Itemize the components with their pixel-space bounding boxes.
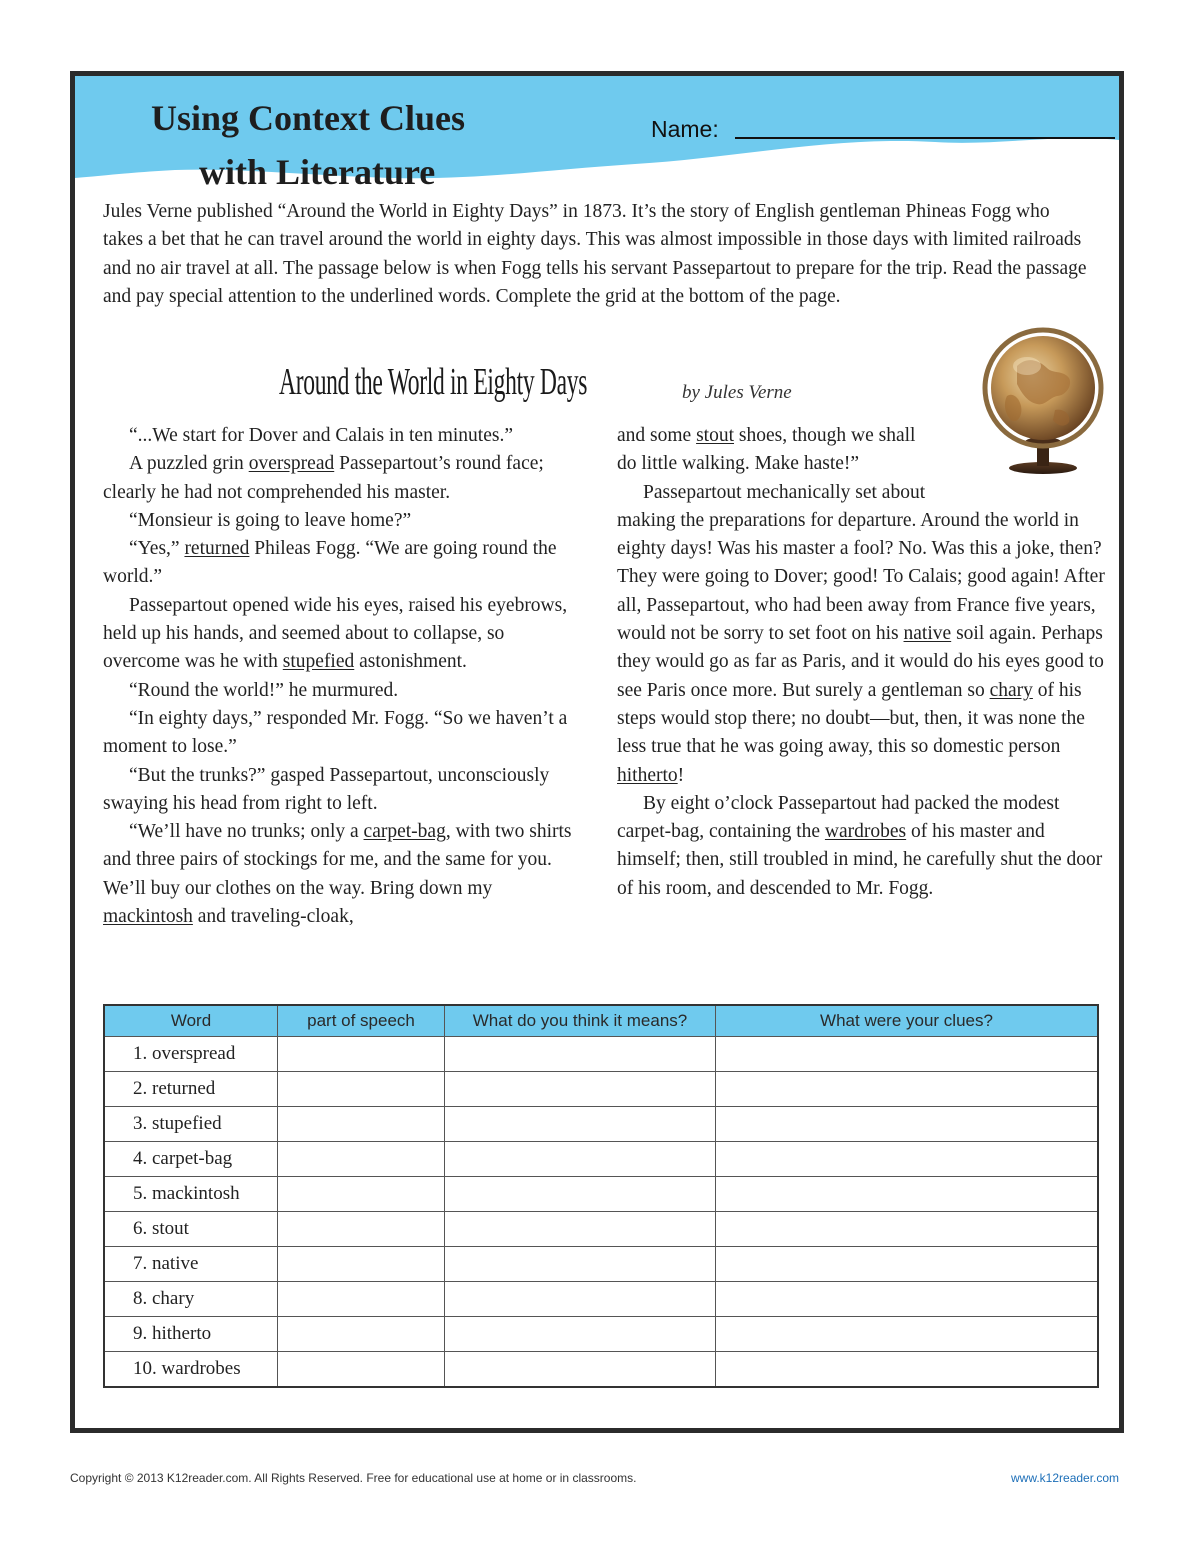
- grid-part-of-speech-cell[interactable]: [278, 1352, 445, 1388]
- story-title: Around the World in Eighty Days: [279, 361, 588, 403]
- story-text: of his steps would stop there; no doubt—but, then, it was none the less true that he was going away, this so domestic person: [617, 679, 1085, 758]
- grid-part-of-speech-cell[interactable]: [278, 1107, 445, 1142]
- underlined-vocab-word: stout: [696, 425, 735, 446]
- footer-copyright: Copyright © 2013 K12reader.com. All Rights Reserved. Free for educational use at home or in classrooms.: [70, 1471, 637, 1485]
- story-text: Passepartout’s round face; clearly he had not comprehended his master.: [103, 453, 544, 503]
- underlined-vocab-word: hitherto: [617, 764, 678, 786]
- grid-meaning-cell[interactable]: [445, 1352, 716, 1388]
- grid-clues-cell[interactable]: [716, 1142, 1099, 1177]
- story-paragraph: [617, 450, 1107, 478]
- grid-word-cell: 8. chary: [104, 1282, 278, 1317]
- story-text: By eight o’clock Passepartout had packed the modest carpet-bag, containing the: [617, 792, 1060, 843]
- grid-row: [104, 1072, 1098, 1107]
- grid-row: [104, 1317, 1098, 1352]
- grid-meaning-cell[interactable]: [445, 1142, 716, 1177]
- grid-row: [104, 1247, 1098, 1282]
- grid-clues-cell[interactable]: [716, 1352, 1099, 1388]
- story-text: “Yes,”: [129, 538, 185, 560]
- grid-word-cell: 5. mackintosh: [104, 1177, 278, 1212]
- grid-word-cell: 3. stupefied: [104, 1107, 278, 1142]
- grid-clues-cell[interactable]: [716, 1317, 1099, 1352]
- story-text: soil again. Perhaps they would go as far as Paris, and it would do his eyes good to see Paris once more. But surely a gentleman so: [617, 623, 1104, 701]
- grid-meaning-cell[interactable]: [445, 1072, 716, 1107]
- grid-header-word: Word: [104, 1005, 278, 1037]
- grid-word-cell: 7. native: [104, 1247, 278, 1282]
- grid-part-of-speech-cell[interactable]: [278, 1037, 445, 1072]
- grid-meaning-cell[interactable]: [445, 1247, 716, 1282]
- story-paragraph: [617, 422, 1107, 450]
- story-paragraph: [103, 677, 583, 705]
- story-text: Passepartout mechanically set about: [643, 481, 926, 503]
- grid-clues-cell[interactable]: [716, 1282, 1099, 1317]
- grid-clues-cell[interactable]: [716, 1072, 1099, 1107]
- story-paragraph: [103, 507, 583, 535]
- story-paragraph: [617, 790, 1107, 903]
- grid-row: [104, 1142, 1098, 1177]
- underlined-vocab-word: mackintosh: [103, 906, 193, 928]
- story-paragraph: [103, 762, 583, 819]
- story-text: shoes, though we shall: [734, 425, 916, 446]
- grid-clues-cell[interactable]: [716, 1212, 1099, 1247]
- grid-word-cell: 10. wardrobes: [104, 1352, 278, 1388]
- underlined-vocab-word: native: [903, 623, 952, 645]
- grid-word-cell: 9. hitherto: [104, 1317, 278, 1352]
- story-text: A puzzled grin: [129, 453, 249, 475]
- grid-row: [104, 1177, 1098, 1212]
- grid-word-cell: 2. returned: [104, 1072, 278, 1107]
- grid-clues-cell[interactable]: [716, 1107, 1099, 1142]
- underlined-vocab-word: carpet-bag: [363, 821, 446, 843]
- grid-meaning-cell[interactable]: [445, 1282, 716, 1317]
- story-column-right: [617, 422, 1107, 903]
- grid-row: [104, 1282, 1098, 1317]
- grid-meaning-cell[interactable]: [445, 1212, 716, 1247]
- worksheet-title-line1: Using Context Clues: [151, 98, 466, 138]
- grid-row: [104, 1037, 1098, 1072]
- story-text: making the preparations for departure. Around the world in eighty days! Was his master a fool? No. Was this a joke, then? They were going to Dover; good! To Calais; good again! After all, Passepartout, who had been away from France five years, would not be sorry to set foot on his: [617, 509, 1105, 645]
- grid-meaning-cell[interactable]: [445, 1317, 716, 1352]
- grid-word-cell: 1. overspread: [104, 1037, 278, 1072]
- grid-header-row: [104, 1005, 1098, 1037]
- grid-part-of-speech-cell[interactable]: [278, 1317, 445, 1352]
- story-text: of his master and himself; then, still troubled in mind, he carefully shut the door of his room, and descended to Mr. Fogg.: [617, 821, 1103, 899]
- grid-part-of-speech-cell[interactable]: [278, 1247, 445, 1282]
- underlined-vocab-word: stupefied: [282, 651, 355, 673]
- intro-paragraph: Jules Verne published “Around the World in Eighty Days” in 1873. It’s the story of English gentleman Phineas Fogg who takes a bet that he can travel around the world in eighty days. This was almost impossible in those days with limited railroads and no air travel at all. The passage below is when Fogg tells his servant Passepartout to prepare for the trip. Read the passage and pay special attention to the underlined words. Complete the grid at the bottom of the page.: [103, 201, 1087, 307]
- story-text: “We’ll have no trunks; only a: [129, 821, 364, 843]
- story-paragraph: [103, 535, 583, 592]
- grid-clues-cell[interactable]: [716, 1177, 1099, 1212]
- story-text: “But the trunks?” gasped Passepartout, unconsciously swaying his head from right to left.: [103, 764, 550, 814]
- story-text: “Monsieur is going to leave home?”: [129, 509, 412, 531]
- story-paragraph: [103, 450, 583, 507]
- story-text: “In eighty days,” responded Mr. Fogg. “So we haven’t a moment to lose.”: [103, 707, 568, 758]
- story-text: do little walking. Make haste!”: [617, 453, 860, 475]
- underlined-vocab-word: returned: [184, 538, 250, 560]
- grid-clues-cell[interactable]: [716, 1037, 1099, 1072]
- story-text: and traveling-cloak,: [192, 906, 354, 928]
- story-text: “Round the world!” he murmured.: [129, 679, 399, 701]
- worksheet-title-line2: with Literature: [199, 152, 436, 192]
- grid-meaning-cell[interactable]: [445, 1107, 716, 1142]
- grid-part-of-speech-cell[interactable]: [278, 1072, 445, 1107]
- story-column-left: [103, 422, 583, 931]
- grid-clues-cell[interactable]: [716, 1247, 1099, 1282]
- vocabulary-grid: [103, 1004, 1099, 1388]
- grid-meaning-cell[interactable]: [445, 1037, 716, 1072]
- story-text: , with two shirts and three pairs of stockings for me, and the same for you. We’ll buy our clothes on the way. Bring down my: [103, 821, 572, 899]
- grid-row: [104, 1212, 1098, 1247]
- grid-part-of-speech-cell[interactable]: [278, 1142, 445, 1177]
- grid-meaning-cell[interactable]: [445, 1177, 716, 1212]
- grid-part-of-speech-cell[interactable]: [278, 1282, 445, 1317]
- story-paragraph: [103, 818, 583, 931]
- story-paragraph: [617, 507, 1107, 790]
- grid-row: [104, 1107, 1098, 1142]
- grid-word-cell: 4. carpet-bag: [104, 1142, 278, 1177]
- story-paragraph: [617, 479, 1107, 507]
- name-field-line[interactable]: [735, 137, 1115, 139]
- grid-part-of-speech-cell[interactable]: [278, 1212, 445, 1247]
- grid-header-part-of-speech: part of speech: [278, 1005, 445, 1037]
- story-text: !: [677, 764, 685, 786]
- story-text: astonishment.: [354, 651, 467, 673]
- worksheet-frame: [70, 71, 1124, 1433]
- story-text: and some: [617, 425, 697, 446]
- story-text: Phileas Fogg. “We are going round the world.”: [103, 538, 557, 588]
- grid-header-meaning: What do you think it means?: [445, 1005, 716, 1037]
- story-byline: by Jules Verne: [682, 382, 792, 403]
- story-text: “...We start for Dover and Calais in ten minutes.”: [129, 425, 513, 446]
- grid-row: [104, 1352, 1098, 1388]
- grid-header-clues: What were your clues?: [716, 1005, 1099, 1037]
- underlined-vocab-word: overspread: [248, 453, 335, 475]
- underlined-vocab-word: chary: [989, 679, 1033, 701]
- story-text: Passepartout opened wide his eyes, raised his eyebrows, held up his hands, and seemed about to collapse, so overcome was he with: [103, 594, 568, 673]
- footer-website-link[interactable]: www.k12reader.com: [1011, 1471, 1120, 1485]
- name-label: Name:: [651, 116, 719, 142]
- underlined-vocab-word: wardrobes: [824, 821, 907, 843]
- story-paragraph: [103, 592, 583, 677]
- grid-word-cell: 6. stout: [104, 1212, 278, 1247]
- grid-part-of-speech-cell[interactable]: [278, 1177, 445, 1212]
- story-paragraph: [103, 705, 583, 762]
- story-paragraph: [103, 422, 583, 450]
